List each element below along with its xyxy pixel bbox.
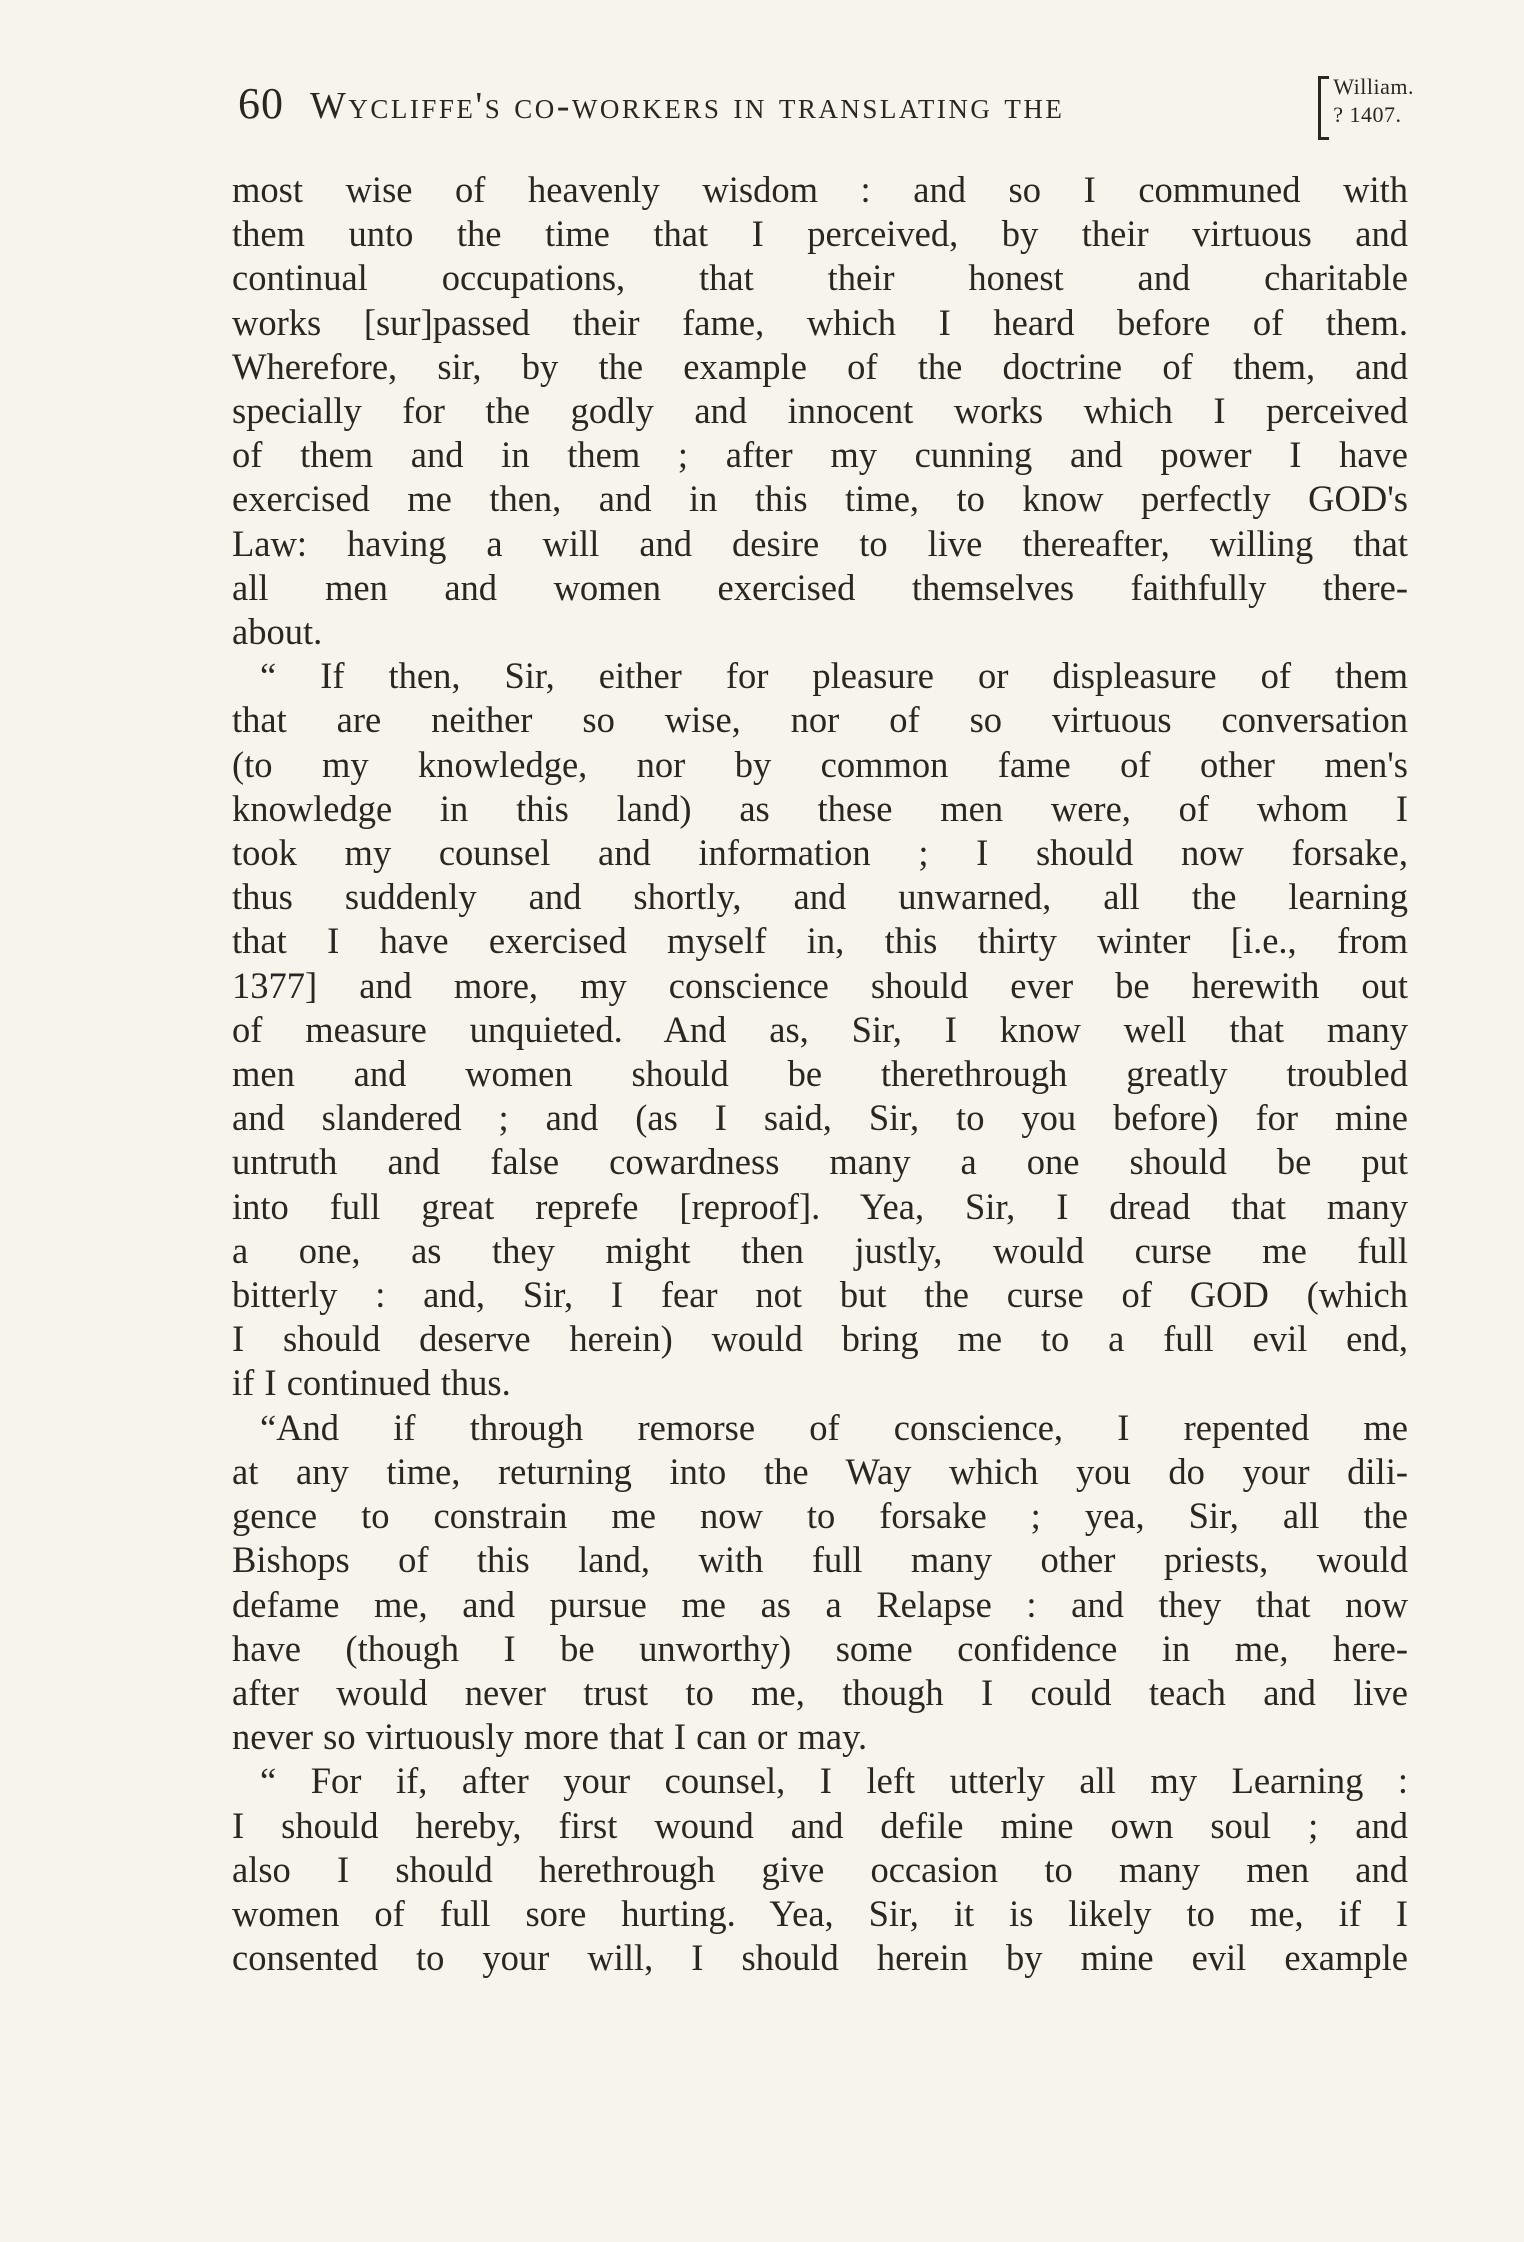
text-line: most wise of heavenly wisdom : and so I communed with <box>232 169 1408 210</box>
text-line: them unto the time that I perceived, by their virtuous and <box>232 213 1408 255</box>
text-line: exercised me then, and in this time, to know perfectly GOD's <box>232 478 1408 520</box>
margin-bracket-note <box>1318 76 1414 140</box>
text-line: I should hereby, first wound and defile mine own soul ; and <box>232 1804 1408 1846</box>
text-line: 1377] and more, my conscience should ever be herewith out <box>232 964 1408 1006</box>
text-line: “And if through remorse of conscience, I repented me <box>260 1406 1408 1448</box>
text-line: never so virtuously more that I can or may. <box>232 1716 868 1758</box>
text-line: Bishops of this land, with full many other priests, would <box>232 1539 1408 1581</box>
text-line: of them and in them ; after my cunning and power I have <box>232 434 1408 476</box>
text-line: after would never trust to me, though I could teach and live <box>232 1671 1408 1713</box>
text-line: that are neither so wise, nor of so virtuous conversation <box>232 699 1408 741</box>
text-line: that I have exercised myself in, this thirty winter [i.e., from <box>232 920 1408 962</box>
text-line: of measure unquieted. And as, Sir, I know well that many <box>232 1008 1408 1050</box>
text-line: also I should herethrough give occasion to many men and <box>232 1848 1408 1890</box>
text-line: knowledge in this land) as these men were, of whom I <box>232 787 1408 829</box>
date-note: ? 1407. <box>1333 102 1402 127</box>
text-line: defame me, and pursue me as a Relapse : and they that now <box>232 1583 1408 1625</box>
text-line: (to my knowledge, nor by common fame of other men's <box>232 743 1408 785</box>
text-line: at any time, returning into the Way which you do your dili- <box>232 1450 1408 1492</box>
text-line: thus suddenly and shortly, and unwarned, all the learning <box>232 876 1408 918</box>
text-line: have (though I be unworthy) some confidence in me, here- <box>232 1627 1408 1669</box>
text-line: men and women should be therethrough greatly troubled <box>232 1053 1408 1095</box>
text-line: bitterly : and, Sir, I fear not but the curse of GOD (which <box>232 1274 1408 1316</box>
body-text <box>232 168 1408 1980</box>
author-name: William. <box>1333 74 1414 99</box>
text-line: continual occupations, that their honest and charitable <box>232 257 1408 299</box>
text-line: specially for the godly and innocent works which I perceived <box>232 390 1408 432</box>
page-number: 60 <box>238 79 284 128</box>
page-header <box>238 74 1418 148</box>
text-line: took my counsel and information ; I should now forsake, <box>232 832 1408 874</box>
text-line: Law: having a will and desire to live thereafter, willing that <box>232 522 1408 564</box>
text-line: Wherefore, sir, by the example of the doctrine of them, and <box>232 345 1408 387</box>
text-line: “ For if, after your counsel, I left utterly all my Learning : <box>260 1760 1408 1802</box>
bracket-icon <box>1318 76 1329 140</box>
running-title: Wycliffe's co-workers in translating the <box>310 85 1065 127</box>
text-line: women of full sore hurting. Yea, Sir, it is likely to me, if I <box>232 1892 1408 1934</box>
text-line: I should deserve herein) would bring me to a full evil end, <box>232 1318 1408 1360</box>
text-line: and slandered ; and (as I said, Sir, to you before) for mine <box>232 1097 1408 1139</box>
text-line: untruth and false cowardness many a one should be put <box>232 1141 1408 1183</box>
text-line: “ If then, Sir, either for pleasure or displeasure of them <box>260 655 1408 697</box>
text-line: if I continued thus. <box>232 1362 511 1404</box>
text-line: about. <box>232 611 323 653</box>
text-line: gence to constrain me now to forsake ; yea, Sir, all the <box>232 1495 1408 1537</box>
text-line: into full great reprefe [reproof]. Yea, Sir, I dread that many <box>232 1185 1408 1227</box>
text-line: consented to your will, I should herein by mine evil example <box>232 1937 1408 1979</box>
text-line: all men and women exercised themselves faithfully there- <box>232 566 1408 608</box>
text-line: a one, as they might then justly, would curse me full <box>232 1229 1408 1271</box>
text-line: works [sur]passed their fame, which I heard before of them. <box>232 301 1408 343</box>
